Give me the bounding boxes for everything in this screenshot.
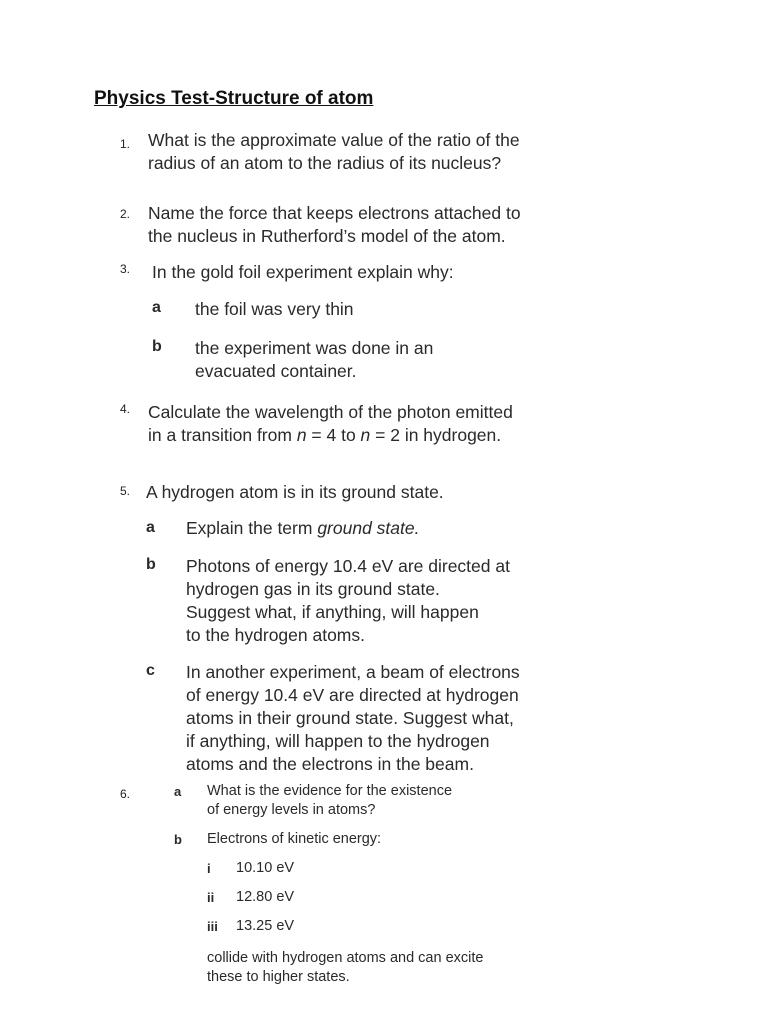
part-text [186, 517, 419, 540]
item-value: 13.25 eV [236, 918, 295, 934]
text-line: Suggest what, if anything, will happen [186, 602, 479, 622]
text-line: What is the evidence for the existence [207, 783, 453, 799]
part-label: c [146, 662, 155, 679]
text-line [148, 424, 513, 447]
text-line: hydrogen gas in its ground state. [186, 579, 440, 599]
page-title: Physics Test-Structure of atom [94, 88, 374, 109]
text-line: atoms and the electrons in the beam. [186, 754, 474, 774]
question-number: 4. [120, 402, 131, 416]
item-label: iii [207, 919, 218, 934]
part-text [207, 949, 483, 987]
question-1-text [148, 129, 520, 175]
text-line: In another experiment, a beam of electrons [186, 662, 520, 682]
text-line: the nucleus in Rutherford’s model of the atom. [148, 226, 506, 246]
variable-n: n [296, 425, 307, 445]
text-line: collide with hydrogen atoms and can excite [207, 950, 484, 966]
item-value: 10.10 eV [236, 860, 295, 876]
question-number: 2. [120, 207, 131, 221]
text-line: of energy levels in atoms? [207, 802, 376, 818]
part-text [207, 782, 452, 820]
question-number: 3. [120, 262, 131, 276]
part-text: Electrons of kinetic energy: [207, 831, 382, 847]
item-label: ii [207, 890, 215, 905]
question-number: 1. [120, 137, 131, 151]
text-line: the experiment was done in an [195, 338, 434, 358]
part-label: a [152, 299, 161, 316]
text-fragment: Explain the term [186, 518, 318, 538]
part-text [186, 661, 520, 776]
text-fragment: in a transition from [148, 425, 297, 445]
text-line: of energy 10.4 eV are directed at hydrogen [186, 685, 519, 705]
question-3-text: In the gold foil experiment explain why: [152, 262, 454, 282]
text-line: to the hydrogen atoms. [186, 625, 365, 645]
text-line: atoms in their ground state. Suggest what, [186, 708, 514, 728]
text-line: radius of an atom to the radius of its nucleus? [148, 153, 502, 173]
text-fragment: = 4 to [306, 425, 361, 445]
question-5-text: A hydrogen atom is in its ground state. [146, 482, 444, 502]
item-value: 12.80 eV [236, 889, 295, 905]
text-fragment: ground state. [317, 518, 420, 538]
text-line: evacuated container. [195, 361, 357, 381]
question-4-text [148, 401, 513, 447]
text-line: if anything, will happen to the hydrogen [186, 731, 490, 751]
part-text: the foil was very thin [195, 299, 354, 319]
text-fragment: = 2 in hydrogen. [370, 425, 502, 445]
text-line: Calculate the wavelength of the photon emitted [148, 402, 513, 422]
part-text [195, 337, 433, 383]
text-line: Name the force that keeps electrons attached to [148, 203, 521, 223]
part-label: b [152, 338, 162, 355]
question-number: 5. [120, 484, 131, 498]
part-label: a [174, 784, 182, 799]
part-label: b [146, 556, 156, 573]
variable-n: n [360, 425, 371, 445]
part-label: a [146, 519, 155, 536]
text-line: What is the approximate value of the ratio of the [148, 130, 520, 150]
part-label: b [174, 832, 182, 847]
question-number: 6. [120, 787, 131, 801]
question-2-text [148, 202, 521, 248]
part-text [186, 555, 510, 647]
text-line: these to higher states. [207, 969, 350, 985]
text-line: Photons of energy 10.4 eV are directed at [186, 556, 510, 576]
item-label: i [207, 861, 211, 876]
